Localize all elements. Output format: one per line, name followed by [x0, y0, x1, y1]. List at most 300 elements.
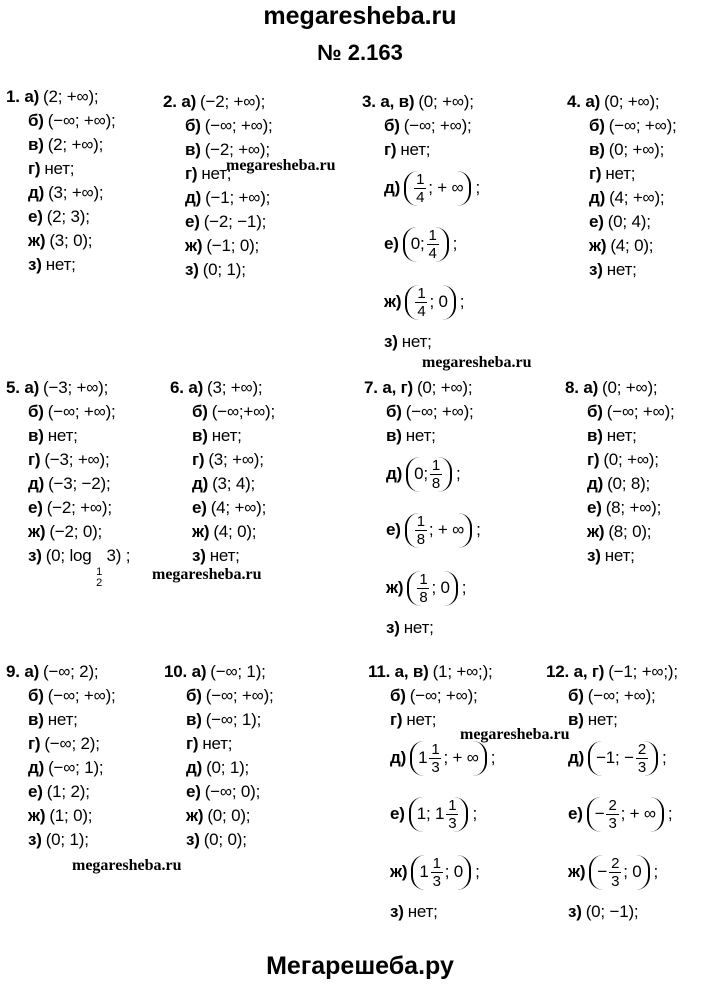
- answer-row: [164, 828, 274, 852]
- answer-value: (0; +∞);: [416, 378, 473, 397]
- answer-value: (0; 1);: [202, 260, 246, 279]
- answer-label: з): [186, 830, 200, 849]
- task-number: 1.: [6, 87, 25, 106]
- fraction-denominator: 4: [428, 244, 437, 262]
- fraction-numerator: 1: [416, 170, 425, 188]
- answer-value: (−∞; 1);: [205, 710, 262, 729]
- answer-row: [6, 804, 116, 828]
- answer-label: в): [589, 140, 605, 159]
- answer-row: [6, 376, 130, 400]
- answer-value: (0; +∞);: [602, 378, 658, 397]
- answer-label: е): [587, 498, 602, 517]
- answer-label: г): [589, 164, 602, 183]
- answer-row: [170, 496, 275, 520]
- answer-row: [565, 376, 675, 400]
- answer-row: [565, 496, 675, 520]
- answer-label: г): [28, 159, 41, 178]
- fraction-numerator: 1: [428, 226, 437, 244]
- answer-row: [546, 684, 678, 708]
- answer-value: (3; 0);: [49, 231, 93, 250]
- fraction-numerator: 2: [608, 796, 617, 814]
- answer-row: [567, 186, 677, 210]
- answer-row: [565, 520, 675, 544]
- answer-end: ;: [456, 464, 461, 483]
- answer-label: ж): [192, 522, 210, 541]
- watermark: megaresheba.ru: [152, 566, 262, 583]
- fraction: [427, 227, 439, 262]
- answer-row: [362, 90, 480, 114]
- answer-label: д): [186, 758, 203, 777]
- task-3: [362, 90, 480, 354]
- answer-row: [6, 253, 116, 277]
- answer-value: (4; 0);: [213, 522, 257, 541]
- answer-value: нет;: [403, 618, 434, 637]
- answer-value: нет;: [406, 710, 437, 729]
- answer-value: (−2; −1);: [203, 212, 267, 231]
- answer-label: г): [28, 450, 41, 469]
- answer-value: (−1; +∞;);: [608, 662, 678, 681]
- answer-row: [567, 138, 677, 162]
- answer-value: (0; 1);: [206, 758, 250, 777]
- answer-value: (0; +∞);: [604, 92, 660, 111]
- answer-row: [6, 109, 116, 133]
- answer-label: е): [28, 782, 43, 801]
- interval: [589, 855, 649, 890]
- answer-label: а, г): [382, 378, 413, 397]
- fraction-numerator: 1: [417, 284, 426, 302]
- answer-value: (0; +∞);: [418, 92, 474, 111]
- answer-label: а): [583, 378, 599, 397]
- answer-label: д): [384, 178, 401, 197]
- answer-row: [6, 732, 116, 756]
- interval: [587, 797, 664, 832]
- answer-value: (1; 2);: [46, 782, 90, 801]
- answer-label: в): [386, 426, 402, 445]
- answer-value: (−2; +∞);: [46, 498, 112, 517]
- answer-row: [6, 448, 130, 472]
- watermark: megaresheba.ru: [422, 354, 532, 371]
- answer-value: (−2; 0);: [49, 522, 103, 541]
- answer-row: [170, 520, 275, 544]
- answer-row: [362, 114, 480, 138]
- answer-value: (0; −1);: [585, 902, 639, 921]
- answer-label: б): [28, 686, 44, 705]
- interval: [411, 855, 471, 890]
- answer-label: е): [390, 804, 405, 823]
- answer-label: д): [28, 474, 45, 493]
- answer-label: г): [390, 710, 403, 729]
- answer-row: [164, 684, 274, 708]
- fraction-denominator: 3: [431, 758, 440, 776]
- answer-row: [546, 900, 678, 924]
- task-number: 3.: [362, 92, 381, 111]
- fraction-numerator: 1: [431, 740, 440, 758]
- answer-row-fraction: [362, 214, 480, 274]
- answer-label: б): [587, 402, 603, 421]
- answer-label: е): [185, 212, 200, 231]
- answer-label: з): [589, 260, 603, 279]
- answer-end: ;: [476, 520, 481, 539]
- answer-value: (0; 1);: [45, 830, 89, 849]
- answer-row: [565, 400, 675, 424]
- task-number: 8.: [565, 378, 584, 397]
- interval: [588, 741, 658, 776]
- answer-label: ж): [28, 806, 46, 825]
- answer-value: (−∞; +∞);: [47, 402, 116, 421]
- answer-row: [565, 544, 675, 568]
- answer-label: з): [28, 830, 42, 849]
- interval: [405, 513, 472, 548]
- answer-label: е): [384, 234, 399, 253]
- interval-part: ; + ∞: [428, 178, 464, 197]
- answer-value: (4; 0);: [610, 236, 654, 255]
- fraction: [430, 457, 442, 492]
- answer-label: з): [587, 546, 601, 565]
- answer-value: (−∞; +∞);: [47, 111, 116, 130]
- answer-value: (−∞; 1);: [210, 662, 266, 681]
- answer-label: з): [28, 546, 42, 565]
- answer-label: ж): [587, 522, 605, 541]
- answer-row: [163, 186, 273, 210]
- answer-value: (−∞; +∞);: [403, 116, 472, 135]
- answer-label: г): [587, 450, 600, 469]
- interval: [407, 571, 457, 606]
- problem-number: № 2.163: [317, 40, 403, 65]
- answer-value: (2; +∞);: [47, 135, 104, 154]
- fraction-denominator: 8: [431, 474, 440, 492]
- answer-label: з): [185, 260, 199, 279]
- answer-value: (4; +∞);: [609, 188, 665, 207]
- answer-value: нет;: [202, 734, 233, 753]
- task-number: 10.: [164, 662, 192, 681]
- answer-row: [6, 205, 116, 229]
- log-base-num: 1: [96, 566, 103, 578]
- answer-end: ;: [475, 178, 480, 197]
- answer-label: д): [192, 474, 209, 493]
- answer-row: [6, 684, 116, 708]
- fraction: [606, 797, 618, 832]
- answer-row: [6, 708, 116, 732]
- answer-label: а): [24, 378, 40, 397]
- answer-value: (−1; 0);: [206, 236, 260, 255]
- answer-label: г): [185, 164, 198, 183]
- answer-value: (−∞; +∞);: [608, 116, 677, 135]
- answer-label: б): [192, 402, 208, 421]
- answer-label: г): [186, 734, 199, 753]
- task-2: [163, 90, 273, 282]
- answer-row: [6, 400, 130, 424]
- answer-value: (−∞; 2);: [44, 734, 100, 753]
- interval-part: ; 0: [623, 862, 642, 881]
- answer-label: в): [186, 710, 202, 729]
- answer-row: [163, 258, 273, 282]
- fraction-denominator: 8: [416, 530, 425, 548]
- fraction: [609, 855, 621, 890]
- answer-label: е): [28, 207, 43, 226]
- fraction-denominator: 3: [637, 758, 646, 776]
- fraction-denominator: 3: [608, 814, 617, 832]
- answer-value: (−∞;+∞);: [211, 402, 276, 421]
- answer-label: а): [24, 662, 40, 681]
- answer-row: [6, 85, 116, 109]
- interval-part: 1: [418, 748, 428, 767]
- answer-label: а, в): [380, 92, 415, 111]
- answer-value: (−3; +∞);: [43, 378, 109, 397]
- answer-row: [163, 90, 273, 114]
- answer-row: [164, 708, 274, 732]
- task-number: 7.: [364, 378, 383, 397]
- answer-value: нет;: [407, 902, 438, 921]
- task-12: [546, 660, 678, 924]
- task-8: [565, 376, 675, 568]
- answer-row: [164, 780, 274, 804]
- fraction-numerator: 1: [432, 854, 441, 872]
- task-number: 6.: [170, 378, 189, 397]
- answer-row: [364, 424, 481, 448]
- task-number: 9.: [6, 662, 25, 681]
- answer-label: ж): [28, 522, 46, 541]
- answer-label: з): [390, 902, 404, 921]
- answer-label: ж): [386, 578, 404, 597]
- task-number: 4.: [567, 92, 586, 111]
- answer-row-fraction: [368, 844, 495, 900]
- answer-row: [164, 732, 274, 756]
- answer-value: (0; 8);: [607, 474, 651, 493]
- answer-end: ;: [459, 292, 465, 311]
- answer-value: (3; +∞);: [48, 183, 104, 202]
- answer-value: (3; 4);: [212, 474, 256, 493]
- answer-end: ;: [452, 234, 458, 253]
- fraction: [415, 513, 427, 548]
- watermark: megaresheba.ru: [72, 857, 182, 874]
- answer-row: [6, 756, 116, 780]
- answer-label: з): [384, 332, 398, 351]
- answer-label: в): [28, 135, 44, 154]
- answer-row: [567, 258, 677, 282]
- answer-row-fraction: [364, 448, 481, 500]
- answer-row: [170, 376, 275, 400]
- answer-label: б): [384, 116, 400, 135]
- answer-label: з): [192, 546, 206, 565]
- answer-value: нет;: [209, 546, 240, 565]
- answer-row: [164, 756, 274, 780]
- answer-label: а, г): [573, 662, 605, 681]
- fraction: [446, 797, 458, 832]
- answer-row: [368, 660, 495, 684]
- answer-value: нет;: [400, 140, 431, 159]
- answer-row: [164, 804, 274, 828]
- fraction: [429, 741, 441, 776]
- answer-label: д): [587, 474, 604, 493]
- answer-label: б): [386, 402, 402, 421]
- answer-value: (−∞; 1);: [48, 758, 104, 777]
- answer-row: [362, 138, 480, 162]
- answer-label: г): [384, 140, 397, 159]
- answer-value: нет;: [606, 260, 637, 279]
- task-number: 12.: [546, 662, 574, 681]
- answer-value: нет;: [47, 426, 78, 445]
- answer-value: (−∞; +∞);: [606, 402, 675, 421]
- answer-value: (−∞; +∞);: [409, 686, 478, 705]
- answer-row: [565, 424, 675, 448]
- task-5: [6, 376, 131, 589]
- answer-label: а): [191, 662, 207, 681]
- answer-row: [364, 616, 481, 640]
- answer-value: нет;: [606, 426, 637, 445]
- answer-end: ;: [461, 578, 467, 597]
- answer-value: (−∞; +∞);: [587, 686, 656, 705]
- answer-row: [170, 472, 275, 496]
- answer-row: [368, 684, 495, 708]
- task-number: 11.: [368, 662, 395, 681]
- log-base-den: 2: [96, 577, 103, 589]
- answer-label: б): [589, 116, 605, 135]
- fraction: [417, 571, 429, 606]
- task-9: [6, 660, 116, 852]
- answer-label: ж): [390, 862, 408, 881]
- interval-part: −: [594, 804, 605, 823]
- answer-value: нет;: [605, 164, 636, 183]
- answer-value: нет;: [44, 159, 75, 178]
- interval: [406, 457, 452, 492]
- task-7: [364, 376, 481, 640]
- fraction-denominator: 4: [417, 302, 426, 320]
- answer-row: [6, 520, 130, 544]
- answer-row: [6, 496, 130, 520]
- answer-label: в): [587, 426, 603, 445]
- answer-value: нет;: [211, 426, 242, 445]
- answer-label: ж): [185, 236, 203, 255]
- answer-row: [565, 448, 675, 472]
- answer-label: а): [188, 378, 204, 397]
- answer-row: [364, 400, 481, 424]
- interval-part: −: [597, 862, 608, 881]
- interval-part: 1: [419, 862, 429, 881]
- answer-row: [368, 900, 495, 924]
- answer-value: нет;: [201, 164, 232, 183]
- answer-row: [6, 780, 116, 804]
- watermark: megaresheba.ru: [460, 726, 570, 743]
- answer-row: [567, 162, 677, 186]
- answer-row: [163, 114, 273, 138]
- answer-label: в): [192, 426, 208, 445]
- answer-value: (8; 0);: [608, 522, 652, 541]
- interval: [410, 741, 487, 776]
- interval-part: ; + ∞: [443, 748, 479, 767]
- answer-value: (−∞; 2);: [43, 662, 99, 681]
- answer-label: ж): [384, 292, 402, 311]
- task-10: [164, 660, 274, 852]
- watermark: megaresheba.ru: [226, 157, 336, 174]
- fraction-denominator: 4: [416, 188, 425, 206]
- answer-label: д): [568, 748, 585, 767]
- answer-row: [6, 472, 130, 496]
- answer-row: [567, 90, 677, 114]
- answer-row-fraction: [364, 500, 481, 560]
- answer-label: е): [28, 498, 43, 517]
- answer-label: в): [568, 710, 584, 729]
- answer-value: (−∞; +∞);: [405, 402, 474, 421]
- answer-label: в): [28, 426, 44, 445]
- interval-part: ; 0: [444, 862, 464, 881]
- answer-row: [170, 424, 275, 448]
- answer-label: з): [28, 255, 42, 274]
- answer-label: в): [28, 710, 44, 729]
- interval-part: 1; 1: [416, 804, 445, 823]
- answer-row: [163, 234, 273, 258]
- answer-value: (8; +∞);: [605, 498, 662, 517]
- log-base: [96, 567, 102, 589]
- answer-row: [164, 660, 274, 684]
- task-1: [6, 85, 116, 277]
- answer-label: д): [185, 188, 202, 207]
- task-11: [368, 660, 495, 924]
- answer-value: нет;: [401, 332, 432, 351]
- answer-row: [6, 828, 116, 852]
- answer-label: д): [589, 188, 606, 207]
- answer-value: нет;: [45, 255, 76, 274]
- answer-value: (3; +∞);: [207, 378, 263, 397]
- answer-label: д): [390, 748, 407, 767]
- log-suffix: 3) ;: [102, 546, 131, 565]
- interval: [404, 171, 471, 206]
- answer-value: (0; 0);: [207, 806, 251, 825]
- answer-label: б): [568, 686, 584, 705]
- answer-label: е): [589, 212, 604, 231]
- answer-label: д): [28, 758, 45, 777]
- answer-label: ж): [589, 236, 607, 255]
- answer-value: (−3; −2);: [48, 474, 111, 493]
- answer-label: а): [585, 92, 601, 111]
- fraction-denominator: 3: [432, 872, 441, 890]
- answer-row-fraction: [368, 784, 495, 844]
- fraction: [414, 171, 426, 206]
- answer-value: (0; +∞);: [608, 140, 665, 159]
- answer-row: [565, 472, 675, 496]
- interval: [409, 797, 469, 832]
- answer-value: (1; 0);: [49, 806, 93, 825]
- answer-row: [6, 229, 116, 253]
- fraction: [415, 285, 427, 320]
- answer-value: (2; +∞);: [43, 87, 99, 106]
- answer-label: б): [28, 111, 44, 130]
- answer-row: [170, 400, 275, 424]
- interval-part: 0;: [410, 234, 425, 253]
- task-number: 2.: [163, 92, 182, 111]
- answer-row: [6, 181, 116, 205]
- answer-label: д): [28, 183, 45, 202]
- interval-part: ; 0: [429, 292, 448, 311]
- fraction-numerator: 2: [611, 854, 620, 872]
- answer-value: (0; 0);: [203, 830, 247, 849]
- footer-site: Мегарешеба.ру: [266, 952, 454, 980]
- answer-label: ж): [568, 862, 586, 881]
- answer-end: ;: [667, 804, 673, 823]
- answer-label: ж): [28, 231, 46, 250]
- answer-row: [170, 448, 275, 472]
- answer-label: б): [185, 116, 201, 135]
- answer-row: [170, 544, 275, 568]
- site-title: megaresheba.ru: [263, 2, 457, 30]
- answer-value: [46, 544, 131, 589]
- answer-value: (−2; +∞);: [200, 92, 266, 111]
- answer-label: з): [386, 618, 400, 637]
- answer-label: а, в): [394, 662, 429, 681]
- answer-label: б): [28, 402, 44, 421]
- answer-label: б): [390, 686, 406, 705]
- answer-label: а): [181, 92, 197, 111]
- fraction-numerator: 1: [448, 796, 457, 814]
